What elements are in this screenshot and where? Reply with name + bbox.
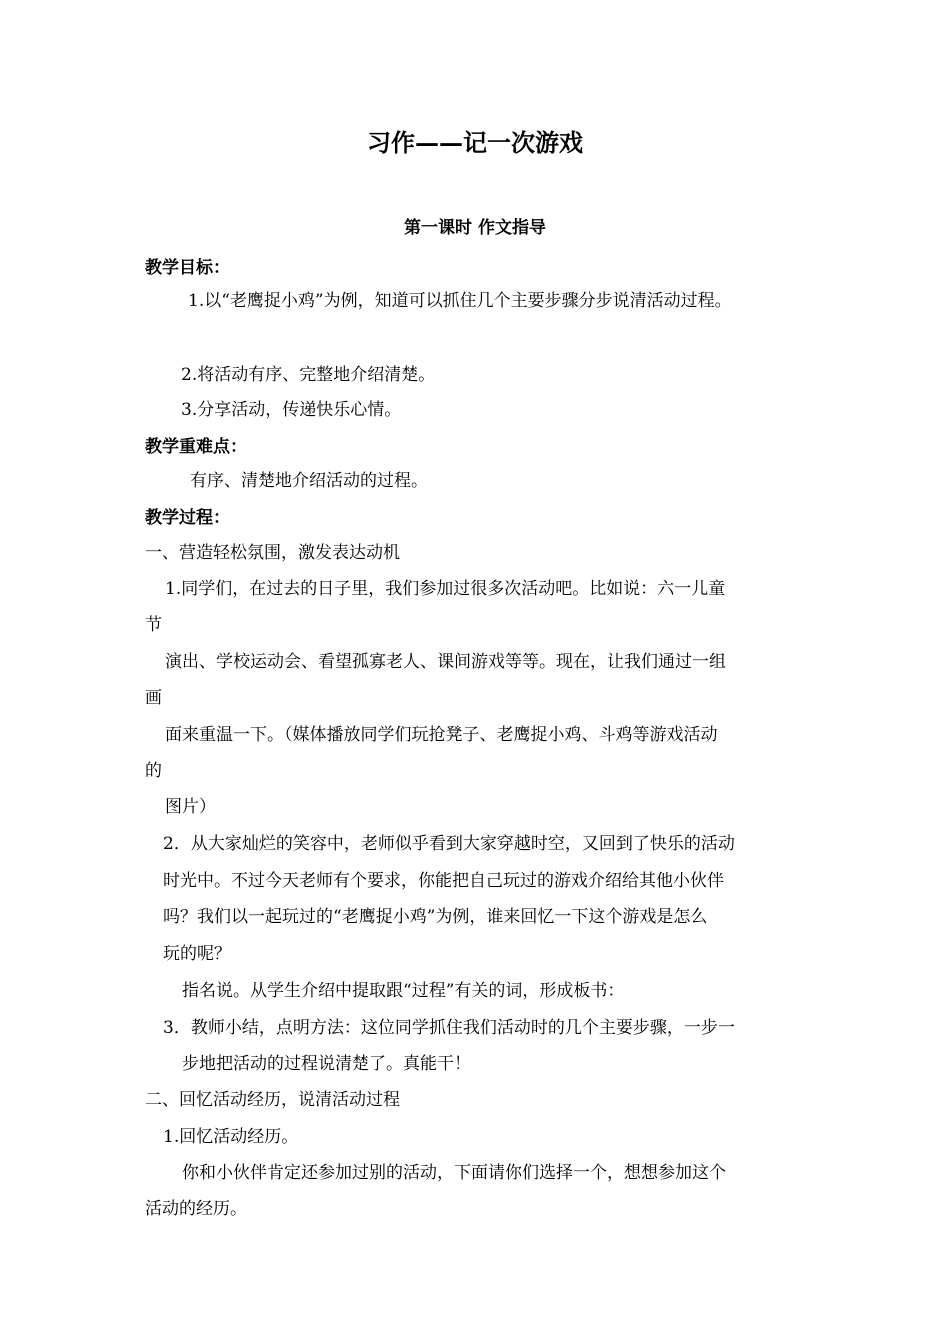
paragraph-line: 时光中。不过今天老师有个要求，你能把自己玩过的游戏介绍给其他小伙伴 [163,871,724,891]
paragraph-line: 3．教师小结，点明方法：这位同学抓住我们活动时的几个主要步骤，一步一 [163,1018,735,1038]
paragraph-line: 吗？我们以一起玩过的“老鹰捉小鸡”为例，谁来回忆一下这个游戏是怎么 [163,907,708,927]
paragraph-line: 的 [145,761,162,781]
process-part-1-heading: 一、营造轻松氛围，激发表达动机 [145,543,400,563]
section-heading-key-points: 教学重难点： [145,437,247,457]
paragraph-line: 1.回忆活动经历。 [163,1127,299,1147]
section-heading-objectives: 教学目标： [145,258,230,278]
paragraph-line: 步地把活动的过程说清楚了。真能干！ [182,1054,471,1074]
paragraph-line: 节 [145,615,162,635]
paragraph-line: 活动的经历。 [145,1199,247,1219]
paragraph-line: 指名说。从学生介绍中提取跟“过程”有关的词，形成板书： [182,981,625,1001]
key-point-text: 有序、清楚地介绍活动的过程。 [190,471,428,491]
objective-3: 3.分享活动，传递快乐心情。 [181,400,402,420]
objective-1: 1.以“老鹰捉小鸡”为例，知道可以抓住几个主要步骤分步说清活动过程。 [188,291,732,311]
process-part-2-heading: 二、回忆活动经历，说清活动过程 [145,1090,400,1110]
objective-2: 2.将活动有序、完整地介绍清楚。 [181,365,436,385]
paragraph-line: 演出、学校运动会、看望孤寡老人、课间游戏等等。现在，让我们通过一组 [165,652,726,672]
paragraph-line: 1.同学们，在过去的日子里，我们参加过很多次活动吧。比如说：六一儿童 [165,579,726,599]
paragraph-line: 面来重温一下。（媒体播放同学们玩抢凳子、老鹰捉小鸡、斗鸡等游戏活动 [165,725,718,745]
section-heading-process: 教学过程： [145,508,230,528]
paragraph-line: 图片） [165,797,216,817]
document-title: 习作——记一次游戏 [367,128,583,157]
paragraph-line: 玩的呢？ [163,944,231,964]
paragraph-line: 画 [145,688,162,708]
lesson-subtitle: 第一课时 作文指导 [404,218,546,238]
paragraph-line: 2．从大家灿烂的笑容中，老师似乎看到大家穿越时空，又回到了快乐的活动 [163,834,735,854]
paragraph-line: 你和小伙伴肯定还参加过别的活动，下面请你们选择一个，想想参加这个 [182,1163,726,1183]
